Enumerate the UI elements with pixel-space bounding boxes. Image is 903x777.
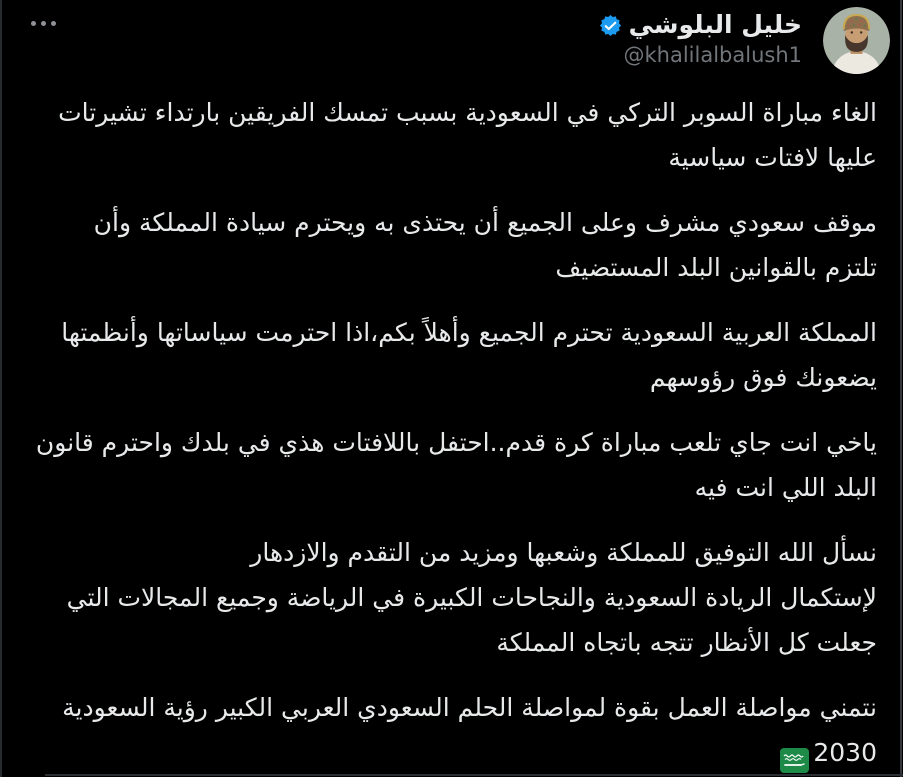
tweet-paragraph: [28, 90, 877, 180]
tweet-text-line: تلتزم بالقوانين البلد المستضيف: [555, 253, 877, 282]
tweet-paragraph: [28, 420, 877, 510]
author-handle[interactable]: @khalilalbalush1: [623, 43, 802, 67]
author-name-row: [599, 10, 802, 40]
tweet-text-line: نتمني مواصلة العمل بقوة لمواصلة الحلم السعودي العربي الكبير رؤية السعودية: [62, 693, 877, 722]
tweet-text-line: عليها لافتات سياسية: [668, 143, 877, 172]
tweet-header: [599, 7, 890, 74]
author-block: [599, 7, 802, 68]
author-name[interactable]: خليل البلوشي: [628, 10, 802, 39]
tweet-text-line: البلد اللي انت فيه: [694, 473, 877, 502]
tweet-text-line: موقف سعودي مشرف وعلى الجميع أن يحتذى به ويحترم سيادة المملكة وأن: [93, 208, 877, 237]
tweet-text: [28, 90, 877, 777]
more-options-button[interactable]: [28, 18, 59, 29]
tweet-text-line: الغاء مباراة السوبر التركي في السعودية بسبب تمسك الفريقين بارتداء تشيرتات: [58, 98, 877, 127]
ellipsis-icon: [31, 21, 56, 26]
vision-year: 2030: [813, 738, 877, 767]
tweet-paragraph: [28, 530, 877, 665]
saudi-arabia-flag-icon: [780, 742, 809, 767]
tweet-text-line: المملكة العربية السعودية تحترم الجميع وأهلاً بكم،اذا احترمت سياساتها وأنظمتها: [61, 318, 877, 347]
right-border: [900, 0, 902, 777]
tweet-text-line: يضعونك فوق رؤوسهم: [649, 363, 877, 392]
tweet-text-line-year: [28, 730, 877, 777]
tweet-paragraph: [28, 310, 877, 400]
tweet-text-line: ياخي انت جاي تلعب مباراة كرة قدم..احتفل باللافتات هذي في بلدك واحترم قانون: [35, 428, 877, 457]
avatar-image: [823, 7, 890, 74]
tweet-paragraph: [28, 685, 877, 777]
avatar[interactable]: [823, 7, 890, 74]
verified-badge-icon: [599, 14, 622, 37]
left-border: [0, 0, 2, 777]
tweet-text-line: نسأل الله التوفيق للمملكة وشعبها ومزيد من التقدم والازدهار: [250, 538, 877, 567]
tweet-paragraph: [28, 200, 877, 290]
tweet-text-line: لإستكمال الريادة السعودية والنجاحات الكبيرة في الرياضة وجميع المجالات التي: [66, 583, 877, 612]
tweet-text-line: جعلت كل الأنظار تتجه باتجاه المملكة: [496, 628, 877, 657]
